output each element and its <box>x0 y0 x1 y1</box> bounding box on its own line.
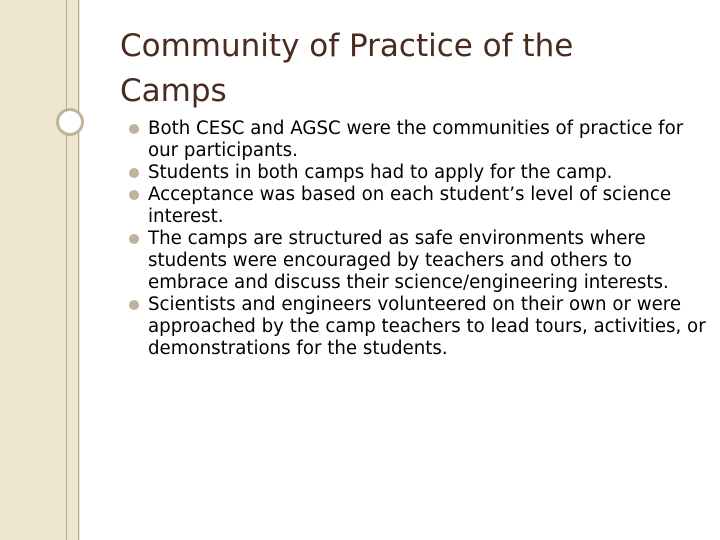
side-band <box>0 0 80 540</box>
bullet-item <box>122 294 707 360</box>
bullet-text: Both CESC and AGSC were the communities of practice for our participants. <box>148 118 684 161</box>
bullet-text: Students in both camps had to apply for the camp. <box>148 162 613 183</box>
bullet-text: Acceptance was based on each student’s level of science interest. <box>148 184 672 227</box>
bullet-dot-icon <box>129 300 139 310</box>
bullet-item <box>122 162 707 184</box>
bullet-item <box>122 118 707 162</box>
slide-title: Community of Practice of the Camps <box>120 28 574 109</box>
bullet-text: Scientists and engineers volunteered on their own or were approached by the camp teachers to lead tours, activities, or demonstrations for the students. <box>148 294 706 359</box>
bullet-list <box>122 118 707 360</box>
bullet-item <box>122 184 707 228</box>
ring-ornament-icon <box>56 108 84 136</box>
side-rule-right <box>78 0 79 540</box>
bullet-dot-icon <box>129 124 139 134</box>
bullet-dot-icon <box>129 168 139 178</box>
slide-body <box>122 118 707 360</box>
bullet-text: The camps are structured as safe environments where students were encouraged by teachers and others to embrace and discuss their science/engineering interests. <box>148 228 669 293</box>
bullet-dot-icon <box>129 190 139 200</box>
bullet-item <box>122 228 707 294</box>
bullet-dot-icon <box>129 234 139 244</box>
side-rule-left <box>66 0 67 540</box>
